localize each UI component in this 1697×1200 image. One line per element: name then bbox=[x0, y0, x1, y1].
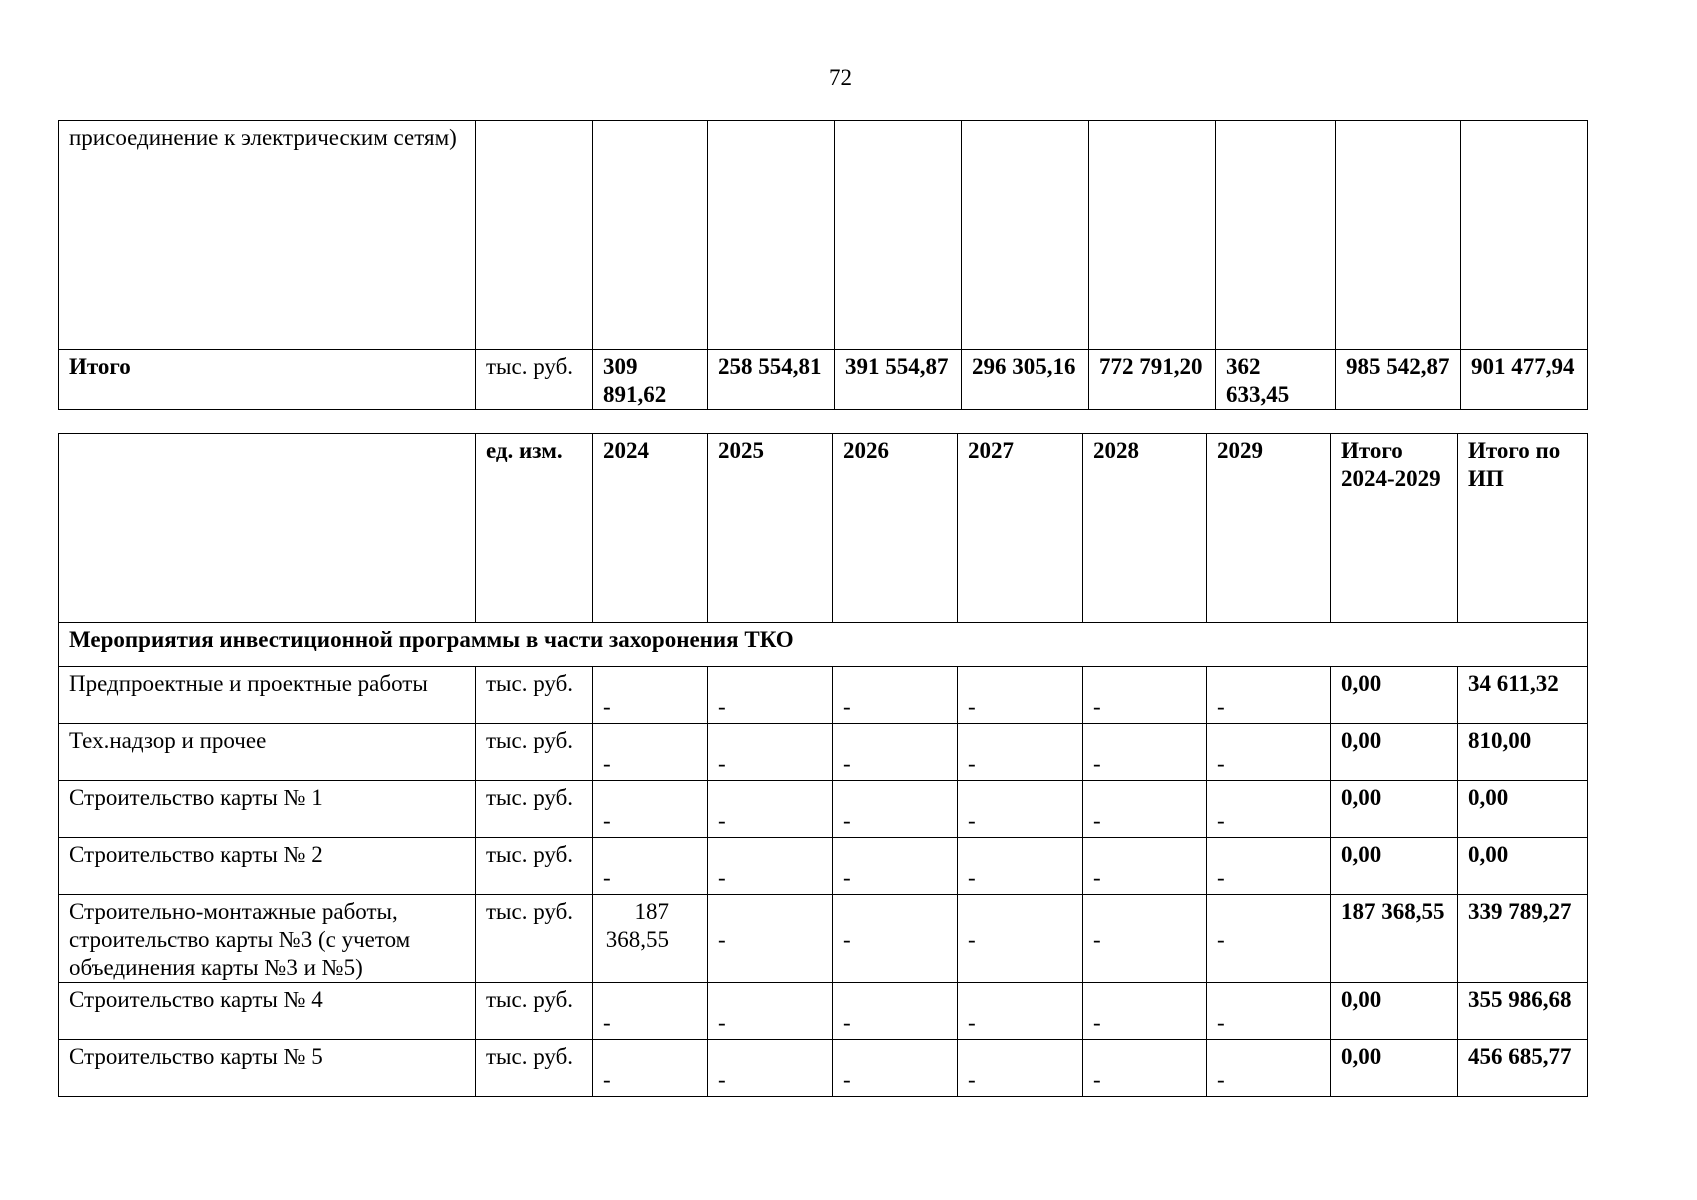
row-total: 0,00 bbox=[1331, 983, 1458, 1040]
year-cell bbox=[593, 781, 708, 838]
year-cell bbox=[1083, 667, 1207, 724]
table-row bbox=[59, 724, 1588, 781]
year-cell bbox=[833, 1040, 958, 1097]
row-unit: тыс. руб. bbox=[476, 838, 593, 895]
year-cell bbox=[958, 781, 1083, 838]
table-row bbox=[59, 1040, 1588, 1097]
header-row bbox=[59, 434, 1588, 623]
table-row bbox=[59, 667, 1588, 724]
row-total-ip: 355 986,68 bbox=[1458, 983, 1588, 1040]
row-label: Строительство карты № 1 bbox=[59, 781, 476, 838]
year-value: - bbox=[1093, 865, 1101, 890]
year-cell bbox=[593, 983, 708, 1040]
row-total-ip: 810,00 bbox=[1458, 724, 1588, 781]
total-value: 309 891,62 bbox=[593, 350, 708, 410]
year-cell bbox=[958, 1040, 1083, 1097]
year-cell bbox=[1083, 983, 1207, 1040]
year-value: - bbox=[603, 808, 611, 833]
year-value: - bbox=[843, 808, 851, 833]
row-total: 0,00 bbox=[1331, 838, 1458, 895]
year-cell bbox=[593, 1040, 708, 1097]
year-cell bbox=[708, 1040, 833, 1097]
year-cell bbox=[1207, 1040, 1331, 1097]
row-total-ip: 34 611,32 bbox=[1458, 667, 1588, 724]
year-cell bbox=[958, 838, 1083, 895]
year-value: - bbox=[843, 865, 851, 890]
row-unit: тыс. руб. bbox=[476, 781, 593, 838]
year-cell bbox=[1207, 983, 1331, 1040]
year-cell bbox=[1207, 667, 1331, 724]
row-unit: тыс. руб. bbox=[476, 983, 593, 1040]
year-value: - bbox=[843, 1067, 851, 1092]
table-row bbox=[59, 895, 1588, 983]
header-cell: Итого по ИП bbox=[1458, 434, 1588, 623]
total-label: Итого bbox=[59, 350, 476, 410]
total-value: 258 554,81 bbox=[708, 350, 835, 410]
year-cell bbox=[593, 838, 708, 895]
header-cell: 2026 bbox=[833, 434, 958, 623]
header-cell: 2025 bbox=[708, 434, 833, 623]
year-value: - bbox=[718, 1010, 726, 1035]
year-cell bbox=[593, 667, 708, 724]
header-cell: 2028 bbox=[1083, 434, 1207, 623]
header-cell bbox=[59, 434, 476, 623]
total-value: 985 542,87 bbox=[1336, 350, 1461, 410]
year-value: - bbox=[1093, 808, 1101, 833]
year-value: - bbox=[718, 751, 726, 776]
continued-table bbox=[58, 120, 1588, 410]
year-value: - bbox=[968, 1067, 976, 1092]
year-value: - bbox=[603, 1067, 611, 1092]
year-cell bbox=[958, 983, 1083, 1040]
year-value: - bbox=[1093, 1010, 1101, 1035]
year-cell bbox=[1083, 838, 1207, 895]
year-cell bbox=[708, 781, 833, 838]
year-cell bbox=[833, 838, 958, 895]
row-unit: тыс. руб. bbox=[476, 724, 593, 781]
row-label: Строительство карты № 5 bbox=[59, 1040, 476, 1097]
total-value: 772 791,20 bbox=[1089, 350, 1216, 410]
row-unit: тыс. руб. bbox=[476, 895, 593, 983]
row-total-ip: 0,00 bbox=[1458, 781, 1588, 838]
year-value: - bbox=[833, 895, 958, 983]
row-total: 0,00 bbox=[1331, 724, 1458, 781]
row-total: 187 368,55 bbox=[1331, 895, 1458, 983]
year-cell bbox=[833, 983, 958, 1040]
year-value: - bbox=[968, 865, 976, 890]
year-value: - bbox=[603, 865, 611, 890]
year-value: - bbox=[968, 808, 976, 833]
year-cell bbox=[958, 724, 1083, 781]
row-label: Строительство карты № 4 bbox=[59, 983, 476, 1040]
year-value: - bbox=[1083, 895, 1207, 983]
year-value: - bbox=[958, 895, 1083, 983]
year-value: - bbox=[1217, 808, 1225, 833]
year-value: - bbox=[1217, 865, 1225, 890]
section-title: Мероприятия инвестиционной программы в части захоронения ТКО bbox=[59, 623, 1588, 667]
year-value: - bbox=[1207, 895, 1331, 983]
row-total-ip: 339 789,27 bbox=[1458, 895, 1588, 983]
year-cell bbox=[1207, 724, 1331, 781]
page-number: 72 bbox=[829, 65, 852, 90]
year-cell bbox=[593, 724, 708, 781]
year-value: - bbox=[718, 865, 726, 890]
year-value: - bbox=[718, 694, 726, 719]
year-value: - bbox=[718, 808, 726, 833]
year-cell bbox=[833, 781, 958, 838]
table-row bbox=[59, 781, 1588, 838]
year-cell bbox=[833, 667, 958, 724]
year-value: - bbox=[968, 1010, 976, 1035]
year-value: - bbox=[1217, 1067, 1225, 1092]
year-value: - bbox=[1093, 751, 1101, 776]
header-cell: ед. изм. bbox=[476, 434, 593, 623]
year-value: - bbox=[843, 751, 851, 776]
year-cell bbox=[833, 724, 958, 781]
year-value: 187 368,55 bbox=[593, 895, 708, 983]
row-label: Строительство карты № 2 bbox=[59, 838, 476, 895]
table-row bbox=[59, 838, 1588, 895]
header-cell: 2024 bbox=[593, 434, 708, 623]
section-row bbox=[59, 623, 1588, 667]
year-value: - bbox=[843, 694, 851, 719]
year-cell bbox=[1207, 838, 1331, 895]
year-cell bbox=[1207, 781, 1331, 838]
year-value: - bbox=[1217, 694, 1225, 719]
continued-row bbox=[59, 121, 1588, 350]
year-value: - bbox=[1093, 1067, 1101, 1092]
year-cell bbox=[708, 724, 833, 781]
row-label: Строительно-монтажные работы, строительство карты №3 (с учетом объединения карты №3 и №5) bbox=[59, 895, 476, 983]
header-cell: 2029 bbox=[1207, 434, 1331, 623]
year-value: - bbox=[968, 751, 976, 776]
row-total: 0,00 bbox=[1331, 667, 1458, 724]
table-row bbox=[59, 983, 1588, 1040]
total-value: 362 633,45 bbox=[1216, 350, 1336, 410]
continued-label: присоединение к электрическим сетям) bbox=[59, 121, 476, 350]
header-cell: 2027 bbox=[958, 434, 1083, 623]
year-cell bbox=[708, 667, 833, 724]
year-cell bbox=[958, 667, 1083, 724]
total-value: 296 305,16 bbox=[962, 350, 1089, 410]
year-value: - bbox=[718, 1067, 726, 1092]
investment-table bbox=[58, 433, 1588, 1097]
total-value: 391 554,87 bbox=[835, 350, 962, 410]
year-value: - bbox=[1093, 694, 1101, 719]
year-value: - bbox=[843, 1010, 851, 1035]
year-cell bbox=[1083, 1040, 1207, 1097]
row-label: Предпроектные и проектные работы bbox=[59, 667, 476, 724]
row-total: 0,00 bbox=[1331, 781, 1458, 838]
year-value: - bbox=[708, 895, 833, 983]
row-unit: тыс. руб. bbox=[476, 1040, 593, 1097]
row-total-ip: 0,00 bbox=[1458, 838, 1588, 895]
year-cell bbox=[1083, 781, 1207, 838]
total-value: 901 477,94 bbox=[1461, 350, 1588, 410]
row-total: 0,00 bbox=[1331, 1040, 1458, 1097]
row-total-ip: 456 685,77 bbox=[1458, 1040, 1588, 1097]
year-value: - bbox=[603, 1010, 611, 1035]
year-cell bbox=[708, 983, 833, 1040]
row-label: Тех.надзор и прочее bbox=[59, 724, 476, 781]
year-value: - bbox=[603, 694, 611, 719]
year-value: - bbox=[1217, 751, 1225, 776]
year-cell bbox=[708, 838, 833, 895]
header-cell: Итого 2024-2029 bbox=[1331, 434, 1458, 623]
total-unit: тыс. руб. bbox=[476, 350, 593, 410]
year-cell bbox=[1083, 724, 1207, 781]
year-value: - bbox=[1217, 1010, 1225, 1035]
total-row bbox=[59, 350, 1588, 410]
row-unit: тыс. руб. bbox=[476, 667, 593, 724]
year-value: - bbox=[603, 751, 611, 776]
year-value: - bbox=[968, 694, 976, 719]
